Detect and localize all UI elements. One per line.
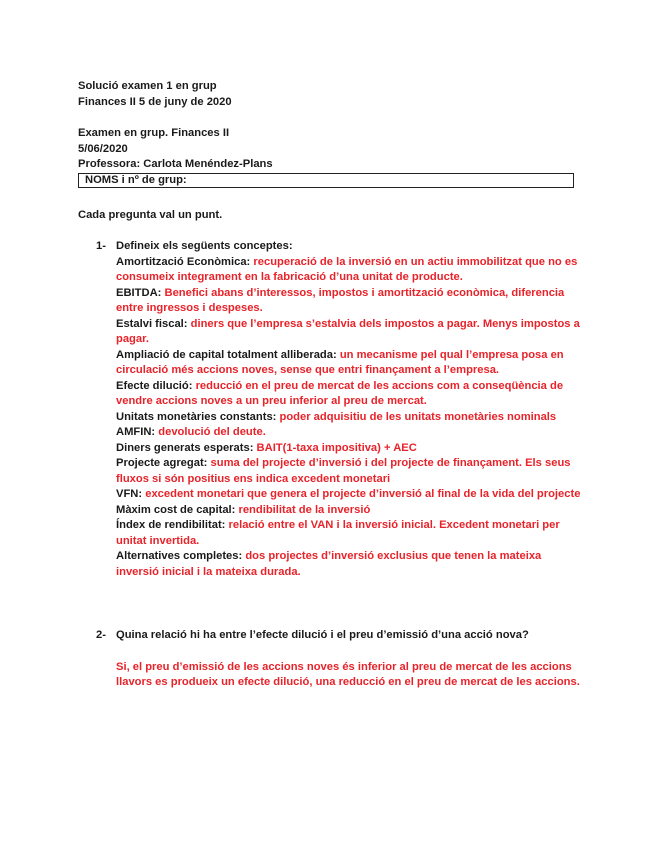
definition-term: Màxim cost de capital: [116, 503, 239, 516]
question-1 [116, 239, 586, 580]
question-2-number: 2- [96, 629, 106, 641]
definition-term: Unitats monetàries constants: [116, 410, 280, 423]
exam-info [78, 126, 273, 173]
definition-term: EBITDA: [116, 286, 165, 299]
definition-answer: recuperació de la inversió en un actiu immobilitzat que no es consumeix integrament en la fabricació d’una unitat de producte. [116, 255, 578, 283]
definition-item [116, 255, 586, 286]
definition-answer: BAIT(1-taxa impositiva) + AEC [256, 441, 417, 454]
definition-item [116, 503, 586, 519]
question-1-number: 1- [96, 240, 106, 252]
definition-term: Índex de rendibilitat: [116, 519, 229, 531]
definition-term: Efecte dilució: [116, 379, 196, 392]
question-2-answer-line-2: llavors es produeix un efecte dilució, una reducció en el preu de mercat de les accions. [116, 676, 580, 688]
definition-answer: poder adquisitiu de les unitats monetàries nominals [279, 410, 557, 423]
document-header [78, 79, 232, 110]
question-2 [116, 628, 636, 691]
definition-answer: Benefici abans d’interessos, impostos i amortització econòmica, diferencia entre ingressos i despeses. [116, 286, 565, 314]
definition-answer: relació entre el VAN i la inversió inicial. Excedent monetari per unitat invertida. [116, 519, 560, 547]
definition-item [116, 441, 586, 457]
exam-professor: Professora: Carlota Menéndez-Plans [78, 158, 273, 170]
definition-term: VFN: [116, 488, 146, 500]
definition-term: Estalvi fiscal: [116, 317, 191, 330]
definition-term: Alternatives completes: [116, 550, 246, 562]
definitions-list [116, 255, 586, 581]
definition-item [116, 410, 586, 426]
definition-answer: reducció en el preu de mercat de les accions com a conseqüència de vendre accions noves a un preu inferior al preu de mercat. [116, 379, 564, 407]
header-subtitle: Finances II 5 de juny de 2020 [78, 95, 232, 108]
definition-answer: suma del projecte d’inversió i del projecte de finançament. Els seus fluxos si són positius ens indica excedent monetari [116, 457, 571, 485]
intro-text: Cada pregunta val un punt. [78, 209, 223, 221]
definition-term: AMFIN: [116, 426, 159, 438]
definition-term: Amortització Econòmica: [116, 255, 254, 268]
definition-item [116, 518, 586, 549]
question-2-text: Quina relació hi ha entre l’efecte dilució i el preu d’emissió d’una acció nova? [116, 629, 529, 641]
definition-item [116, 487, 586, 503]
definition-answer: diners que l’empresa s’estalvia dels impostos a pagar. Menys impostos a pagar. [116, 317, 580, 345]
definition-item [116, 425, 586, 441]
definition-term: Projecte agregat: [116, 457, 211, 469]
exam-date: 5/06/2020 [78, 142, 128, 155]
definition-item [116, 456, 586, 487]
names-group-label: NOMS i nº de grup: [85, 174, 187, 186]
names-group-box [78, 173, 574, 188]
header-title: Solució examen 1 en grup [78, 80, 217, 92]
definition-item [116, 549, 586, 580]
definition-item [116, 348, 586, 379]
question-2-answer-line-1: Si, el preu d’emissió de les accions noves és inferior al preu de mercat de les accions [116, 660, 572, 673]
definition-term: Ampliació de capital totalment alliberada: [116, 348, 340, 361]
exam-title: Examen en grup. Finances II [78, 127, 230, 139]
definition-answer: un mecanisme pel qual l’empresa posa en circulació més accions noves, sense que entri finançament a l’empresa. [116, 348, 564, 376]
definition-item [116, 317, 586, 348]
definition-item [116, 286, 586, 317]
definition-item [116, 379, 586, 410]
definition-answer: dos projectes d’inversió exclusius que tenen la mateixa inversió inicial i la mateixa durada. [116, 550, 542, 578]
definition-answer: excedent monetari que genera el projecte d’inversió al final de la vida del projecte [145, 488, 581, 500]
definition-answer: rendibilitat de la inversió [238, 503, 371, 516]
definition-term: Diners generats esperats: [116, 441, 257, 454]
definition-answer: devolució del deute. [158, 426, 266, 438]
question-1-text: Defineix els següents conceptes: [116, 240, 293, 252]
